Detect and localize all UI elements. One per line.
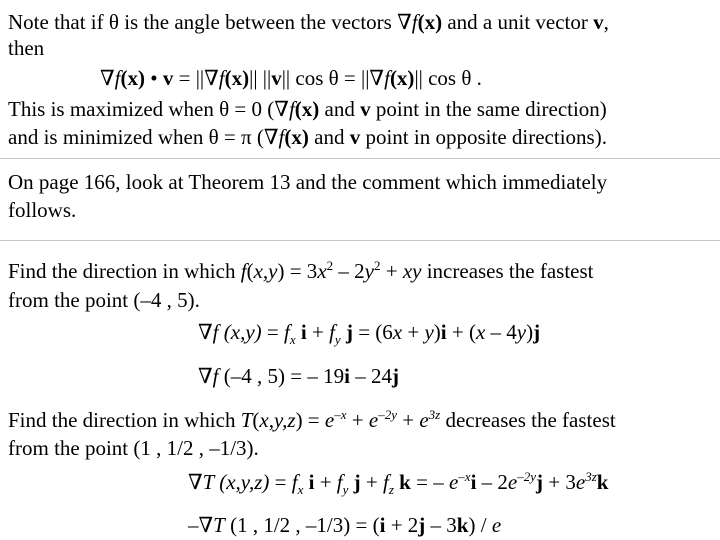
- text: – 3: [425, 513, 457, 537]
- text: increases the fastest: [421, 259, 594, 283]
- text: ∇: [100, 66, 115, 90]
- text: –x: [334, 407, 347, 422]
- text: ,: [603, 10, 609, 34]
- text: +: [396, 408, 420, 432]
- text: || ||: [249, 66, 272, 90]
- text: 2: [373, 258, 381, 273]
- text: y: [364, 259, 374, 283]
- text: + 3: [543, 470, 576, 494]
- text: e: [491, 513, 502, 537]
- text: (x): [417, 10, 443, 34]
- text: y: [516, 320, 527, 344]
- text: f: [336, 470, 343, 494]
- text: i: [295, 320, 307, 344]
- text: ): [433, 320, 441, 344]
- text: x: [289, 332, 296, 348]
- text: f: [329, 320, 335, 344]
- text: T: [213, 513, 225, 537]
- text: f: [284, 320, 290, 344]
- text: – 2: [476, 470, 508, 494]
- text: x: [317, 259, 327, 283]
- example1-result: [198, 364, 399, 388]
- theorem-note-line-2: follows.: [8, 198, 77, 222]
- text: +: [380, 259, 403, 283]
- text: || cos θ = ||∇: [281, 66, 385, 90]
- text: and is minimized when θ = π (∇: [8, 125, 279, 149]
- text: (: [246, 259, 254, 283]
- text: ∇: [198, 320, 213, 344]
- text: +: [346, 408, 369, 432]
- text: || cos θ .: [414, 66, 482, 90]
- text: + (: [446, 320, 476, 344]
- text: f: [383, 470, 389, 494]
- text: – 24: [349, 364, 392, 388]
- text: point in the same direction): [370, 97, 607, 121]
- text: –∇: [188, 513, 214, 537]
- text: k: [456, 513, 469, 537]
- text: (–4 , 5) = – 19: [218, 364, 345, 388]
- text: (1 , 1/2 , –1/3) = (: [224, 513, 380, 537]
- text: and a unit vector: [442, 10, 594, 34]
- example2-result: [188, 513, 501, 537]
- divider: [0, 158, 720, 159]
- text: f: [288, 97, 295, 121]
- text: 2: [326, 258, 334, 273]
- theorem-note-line-1: On page 166, look at Theorem 13 and the comment which immediately: [8, 170, 608, 194]
- text: –2y: [378, 407, 397, 422]
- text: +: [360, 470, 384, 494]
- text: f: [114, 66, 121, 90]
- text: v: [360, 97, 371, 121]
- text: i: [344, 364, 350, 388]
- text: and: [319, 97, 361, 121]
- intro-line-1: [8, 10, 609, 34]
- text: =: [269, 470, 292, 494]
- text: (: [252, 408, 260, 432]
- text: ): [526, 320, 534, 344]
- text: T: [240, 408, 253, 432]
- text: = ||∇: [173, 66, 219, 90]
- example1-gradient: [198, 320, 541, 348]
- text: f: [218, 66, 225, 90]
- text: e: [419, 408, 429, 432]
- text: and: [308, 125, 350, 149]
- text: v: [593, 10, 604, 34]
- divider: [0, 240, 720, 241]
- text: •: [145, 66, 163, 90]
- text: j: [533, 320, 541, 344]
- example2-line-2: from the point (1 , 1/2 , –1/3).: [8, 436, 259, 460]
- text: 3z: [428, 407, 441, 422]
- text: – 4: [485, 320, 517, 344]
- text: f: [212, 320, 219, 344]
- text: f: [278, 125, 285, 149]
- text: ) =: [295, 408, 325, 432]
- text: e: [368, 408, 379, 432]
- text: e: [324, 408, 335, 432]
- text: +: [402, 320, 425, 344]
- text: i: [440, 320, 447, 344]
- text: decreases the fastest: [440, 408, 616, 432]
- text: = –: [410, 470, 449, 494]
- text: v: [349, 125, 361, 149]
- text: This is maximized when θ = 0 (∇: [8, 97, 289, 121]
- text: 3z: [585, 469, 597, 484]
- text: y: [334, 332, 341, 348]
- text: j: [536, 470, 544, 494]
- intro-line-5: [8, 125, 607, 149]
- text: point in opposite directions).: [360, 125, 607, 149]
- text: ∇: [198, 364, 213, 388]
- text: i: [379, 513, 386, 537]
- text: –2y: [517, 469, 537, 484]
- text: e: [575, 470, 586, 494]
- text: x,y: [253, 259, 278, 283]
- text: f: [212, 364, 219, 388]
- text: + 2: [385, 513, 419, 537]
- text: f: [240, 259, 247, 283]
- text: x,y,z: [259, 408, 296, 432]
- text: k: [596, 470, 609, 494]
- text: v: [271, 66, 282, 90]
- text: y: [342, 482, 349, 498]
- text: (x): [120, 66, 146, 90]
- text: –x: [458, 469, 471, 484]
- text: v: [162, 66, 174, 90]
- text: =: [261, 320, 284, 344]
- text: (x): [389, 66, 415, 90]
- text: T: [202, 470, 214, 494]
- text: i: [303, 470, 315, 494]
- text: k: [393, 470, 411, 494]
- text: j: [340, 320, 353, 344]
- text: xy: [402, 259, 422, 283]
- text: ) = 3: [277, 259, 318, 283]
- text: ∇: [188, 470, 203, 494]
- text: x: [392, 320, 403, 344]
- text: (x): [294, 97, 320, 121]
- text: j: [391, 364, 399, 388]
- text: i: [470, 470, 477, 494]
- text: (x,y,z): [213, 470, 270, 494]
- text: f: [411, 10, 418, 34]
- intro-line-4: [8, 97, 607, 121]
- example1-line-2: from the point (–4 , 5).: [8, 288, 200, 312]
- text: Note that if θ is the angle between the vectors ∇: [8, 10, 412, 34]
- text: – 2: [333, 259, 365, 283]
- text: = (6: [352, 320, 393, 344]
- text: z: [388, 482, 394, 498]
- text: +: [314, 470, 337, 494]
- text: f: [291, 470, 298, 494]
- text: y: [424, 320, 434, 344]
- intro-formula: [100, 66, 482, 90]
- example2-gradient: [188, 469, 609, 498]
- text: ) /: [468, 513, 492, 537]
- text: (x,y): [218, 320, 262, 344]
- text: j: [418, 513, 426, 537]
- text: (x): [284, 125, 309, 149]
- text: +: [306, 320, 330, 344]
- text: e: [507, 470, 518, 494]
- text: x: [475, 320, 486, 344]
- text: j: [348, 470, 361, 494]
- text: x: [297, 482, 304, 498]
- text: e: [448, 470, 459, 494]
- intro-line-2: then: [8, 36, 45, 60]
- text: Find the direction in which: [8, 259, 241, 283]
- example1-line-1: [8, 259, 593, 283]
- text: (x): [224, 66, 250, 90]
- text: f: [384, 66, 390, 90]
- example2-line-1: [8, 408, 616, 432]
- text: Find the direction in which: [8, 408, 241, 432]
